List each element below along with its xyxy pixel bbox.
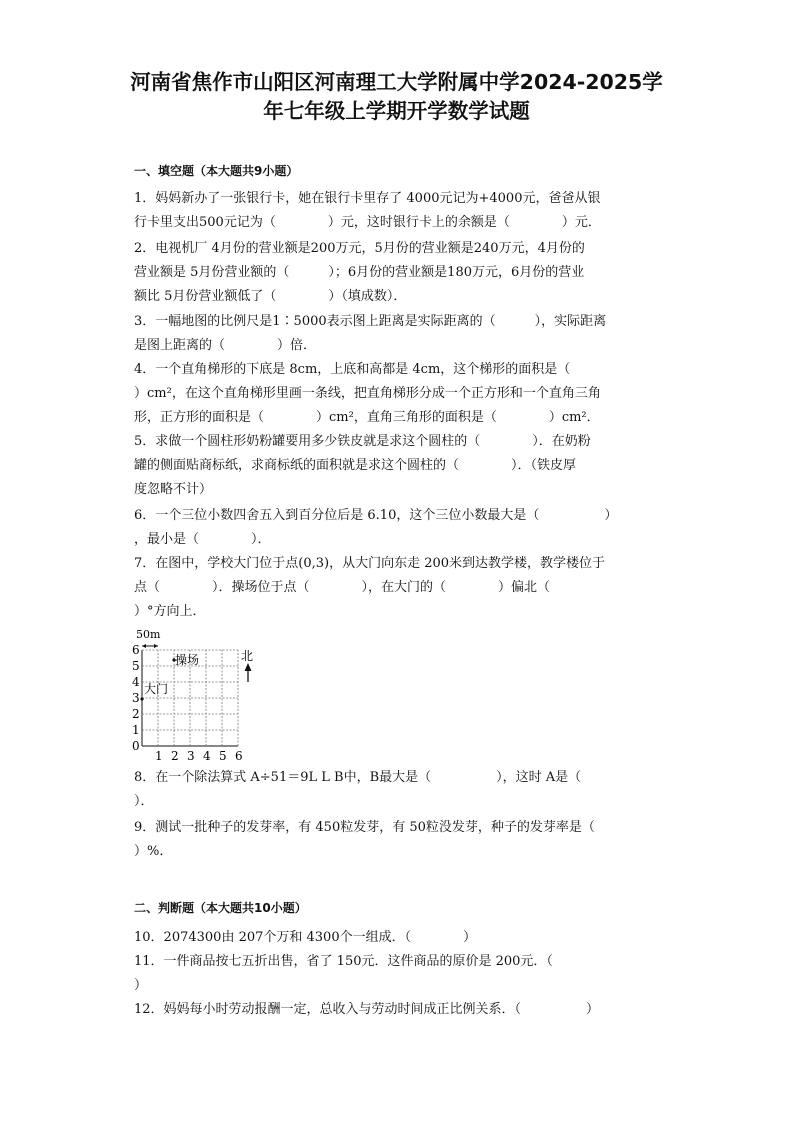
question-8 [134, 766, 666, 814]
question-line: 形，正方形的面积是（ ）cm²，直角三角形的面积是（ ）cm²． [134, 410, 600, 425]
y-tick-label: 3 [132, 691, 140, 705]
question-line: 营业额是 5月份营业额的（ ）；6月份的营业额是180万元，6月份的营业 [134, 265, 585, 280]
question-line: 3．一幅地图的比例尺是1∶5000表示图上距离是实际距离的（ ），实际距离 [134, 314, 607, 329]
scale-arrow [142, 644, 158, 648]
x-tick-label: 3 [187, 749, 195, 762]
question-line: 额比 5月份营业额低了（ ）（填成数）． [134, 289, 407, 304]
question-1 [134, 187, 666, 235]
y-tick-label: 6 [132, 643, 140, 657]
question-5 [134, 430, 666, 502]
question-line: 行卡里支出500元记为（ ）元，这时银行卡上的余额是（ ）元． [134, 215, 601, 230]
question-line: 是图上距离的（ ）倍． [134, 338, 317, 353]
question-line: 9．测试一批种子的发芽率，有 450粒发芽，有 50粒没发芽，种子的发芽率是（ [134, 820, 595, 835]
question-line: 罐的侧面贴商标纸，求商标纸的面积就是求这个圆柱的（ ）．（铁皮厚 [134, 458, 577, 473]
question-line: 度忽略不计） [134, 482, 213, 497]
question-line: 5．求做一个圆柱形奶粉罐要用多少铁皮就是求这个圆柱的（ ）．在奶粉 [134, 434, 591, 449]
y-tick-label: 0 [132, 739, 140, 753]
question-line: ） [134, 978, 148, 993]
y-tick-label: 2 [132, 707, 140, 721]
y-tick-label: 1 [132, 723, 140, 737]
north-label: 北 [241, 649, 254, 663]
question-line: 2．电视机厂 4月份的营业额是200万元，5月份的营业额是240万元，4月份的 [134, 241, 585, 256]
exam-title [60, 68, 733, 126]
question-2 [134, 237, 666, 309]
north-arrow-icon [245, 663, 252, 682]
question-line: 1．妈妈新办了一张银行卡，她在银行卡里存了 4000元记为+4000元，爸爸从银 [134, 191, 601, 206]
y-axis-ticks [132, 643, 140, 753]
question-line: 点（ ）．操场位于点（ ），在大门的（ ）偏北（ [134, 580, 551, 595]
x-tick-label: 5 [219, 749, 227, 762]
question-line: ）°方向上． [134, 604, 206, 619]
question-line: 7．在图中，学校大门位于点(0,3)，从大门向东走 200米到达教学楼，教学楼位于 [134, 556, 606, 571]
y-tick-label: 5 [132, 659, 140, 673]
question-line: 11．一件商品按七五折出售，省了 150元．这件商品的原价是 200元．（ [134, 954, 553, 969]
x-tick-label: 2 [171, 749, 179, 762]
x-tick-label: 6 [235, 749, 243, 762]
x-axis-ticks [155, 749, 243, 762]
question-10 [134, 926, 666, 950]
coordinate-figure [130, 626, 270, 762]
playground-label: 操场 [175, 653, 200, 667]
title-line-2: 年七年级上学期开学数学试题 [263, 99, 530, 123]
section-2-heading: 二、判断题（本大题共10小题） [134, 901, 307, 915]
question-12 [134, 998, 666, 1022]
gate-point [140, 697, 143, 700]
x-tick-label: 4 [203, 749, 211, 762]
question-11 [134, 950, 666, 998]
question-line: 6．一个三位小数四舍五入到百分位后是 6.10，这个三位小数最大是（ ） [134, 508, 618, 523]
question-line: 8．在一个除法算式 A÷51＝9L L B中，B最大是（ ），这时 A是（ [134, 770, 582, 785]
x-tick-label: 1 [155, 749, 163, 762]
coordinate-grid-svg [130, 626, 270, 762]
title-line-1: 河南省焦作市山阳区河南理工大学附属中学2024-2025学 [130, 70, 663, 94]
question-line: ，最小是（ ）． [134, 532, 271, 547]
question-line: 4．一个直角梯形的下底是 8cm，上底和高都是 4cm，这个梯形的面积是（ [134, 362, 571, 377]
question-line: 10．2074300由 207个万和 4300个一组成．（ ） [134, 930, 477, 945]
question-line: ）%． [134, 844, 173, 859]
question-3 [134, 310, 666, 358]
question-9 [134, 816, 666, 864]
y-tick-label: 4 [132, 675, 140, 689]
question-line: 12．妈妈每小时劳动报酬一定，总收入与劳动时间成正比例关系．（ ） [134, 1002, 600, 1017]
section-1-heading: 一、填空题（本大题共9小题） [134, 164, 299, 178]
scale-label: 50m [136, 628, 161, 641]
gate-label: 大门 [144, 682, 169, 696]
question-4 [134, 358, 666, 430]
question-line: ）． [134, 794, 154, 809]
question-line: ）cm²，在这个直角梯形里画一条线，把直角梯形分成一个正方形和一个直角三角 [134, 386, 601, 401]
question-7 [134, 552, 666, 624]
question-6 [134, 504, 666, 552]
